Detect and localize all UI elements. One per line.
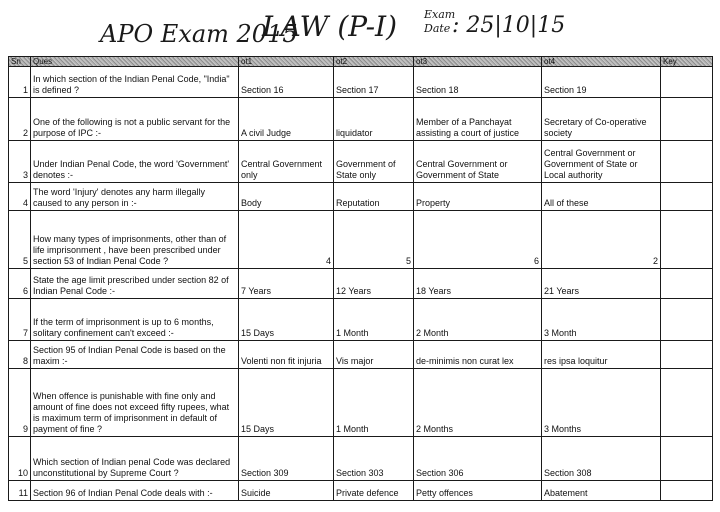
column-header-option-3: ot3 [414,57,542,67]
table-row [9,67,713,98]
table-row [9,341,713,369]
question-text: State the age limit prescribed under section 82 of Indian Penal Code :- [31,269,239,299]
date-label: Date [424,22,451,35]
exam-date: : 25|10|15 [452,13,566,38]
option-3: Member of a Panchayat assisting a court of justice [414,98,542,141]
serial-number: 9 [9,369,31,437]
serial-number: 11 [9,481,31,501]
option-3: 2 Months [414,369,542,437]
option-2: Section 303 [334,437,414,481]
table-row [9,183,713,211]
option-3: Petty offences [414,481,542,501]
answer-key [661,183,713,211]
option-1: Section 309 [239,437,334,481]
option-1: 4 [239,211,334,269]
option-4: All of these [542,183,661,211]
column-header-sn: Sn [9,57,31,67]
table-row [9,211,713,269]
answer-key [661,67,713,98]
answer-key [661,341,713,369]
question-text: Under Indian Penal Code, the word 'Government' denotes :- [31,141,239,183]
option-1: A civil Judge [239,98,334,141]
option-4: Abatement [542,481,661,501]
column-header-option-4: ot4 [542,57,661,67]
option-3: 2 Month [414,299,542,341]
option-2: Private defence [334,481,414,501]
option-2: Reputation [334,183,414,211]
option-4: Section 19 [542,67,661,98]
option-3: 6 [414,211,542,269]
table-row [9,481,713,501]
option-1: Volenti non fit injuria [239,341,334,369]
serial-number: 7 [9,299,31,341]
option-4: Central Government or Government of State or Local authority [542,141,661,183]
option-1: Body [239,183,334,211]
option-3: Property [414,183,542,211]
option-3: de-minimis non curat lex [414,341,542,369]
option-4: Section 308 [542,437,661,481]
option-4: 2 [542,211,661,269]
option-2: 12 Years [334,269,414,299]
option-1: 15 Days [239,369,334,437]
option-3: 18 Years [414,269,542,299]
table-row [9,269,713,299]
table-row [9,437,713,481]
serial-number: 6 [9,269,31,299]
serial-number: 3 [9,141,31,183]
table-row [9,98,713,141]
question-text: The word 'Injury' denotes any harm illegally caused to any person in :- [31,183,239,211]
option-1: Central Government only [239,141,334,183]
column-header-question: Ques [31,57,239,67]
serial-number: 5 [9,211,31,269]
question-table [8,56,713,501]
question-text: In which section of the Indian Penal Code, "India" is defined ? [31,67,239,98]
answer-key [661,211,713,269]
serial-number: 10 [9,437,31,481]
question-text: Section 96 of Indian Penal Code deals with :- [31,481,239,501]
option-3: Central Government or Government of State [414,141,542,183]
option-2: 5 [334,211,414,269]
option-4: 3 Month [542,299,661,341]
table-row [9,299,713,341]
table-row [9,369,713,437]
answer-key [661,437,713,481]
serial-number: 4 [9,183,31,211]
answer-key [661,299,713,341]
question-text: Which section of Indian penal Code was declared unconstitutional by Supreme Court ? [31,437,239,481]
serial-number: 2 [9,98,31,141]
exam-label: Exam [424,8,456,21]
paper-subject: LAW (P-I) [262,10,398,43]
question-text: If the term of imprisonment is up to 6 months, solitary confinement can't exceed :- [31,299,239,341]
answer-key [661,98,713,141]
handwritten-title [0,0,720,56]
option-3: Section 306 [414,437,542,481]
exam-title: APO Exam 2015 [100,20,298,48]
header-row [9,57,713,67]
option-2: 1 Month [334,369,414,437]
option-1: 7 Years [239,269,334,299]
question-text: Section 95 of Indian Penal Code is based on the maxim :- [31,341,239,369]
question-text: When offence is punishable with fine only and amount of fine does not exceed fifty rupees, what is maximum term of imprisonment in default of payment of fine ? [31,369,239,437]
option-2: 1 Month [334,299,414,341]
option-3: Section 18 [414,67,542,98]
column-header-option-1: ot1 [239,57,334,67]
column-header-option-2: ot2 [334,57,414,67]
column-header-key: Key [661,57,713,67]
option-1: Suicide [239,481,334,501]
option-4: Secretary of Co-operative society [542,98,661,141]
serial-number: 8 [9,341,31,369]
option-4: 21 Years [542,269,661,299]
answer-key [661,481,713,501]
answer-key [661,141,713,183]
serial-number: 1 [9,67,31,98]
question-text: How many types of imprisonments, other than of life imprisonment , have been prescribed under section 53 of Indian Penal Code ? [31,211,239,269]
option-2: liquidator [334,98,414,141]
option-2: Vis major [334,341,414,369]
option-4: res ipsa loquitur [542,341,661,369]
answer-key [661,369,713,437]
question-text: One of the following is not a public servant for the purpose of IPC :- [31,98,239,141]
answer-key [661,269,713,299]
option-4: 3 Months [542,369,661,437]
option-1: Section 16 [239,67,334,98]
option-1: 15 Days [239,299,334,341]
option-2: Section 17 [334,67,414,98]
option-2: Government of State only [334,141,414,183]
table-row [9,141,713,183]
